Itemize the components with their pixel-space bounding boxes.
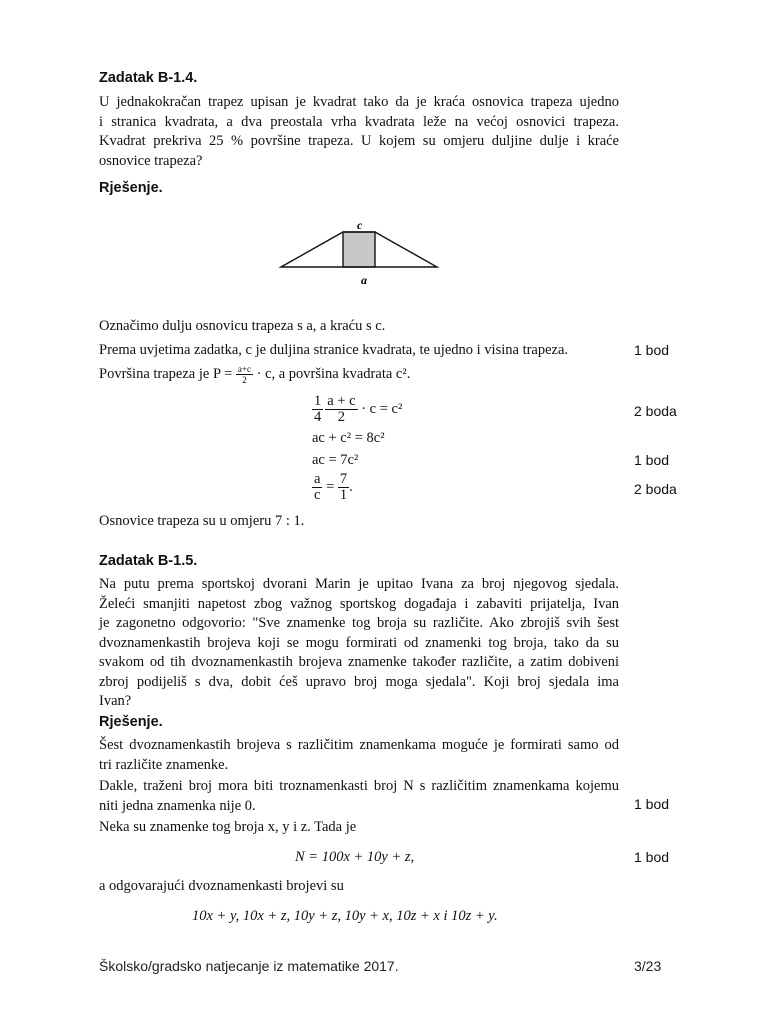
points-badge: 2 boda (634, 403, 677, 419)
equation-4 (312, 472, 353, 503)
solution-line: tri različite znamenke. (99, 756, 229, 773)
frac-numerator: 1 (314, 393, 322, 409)
conclusion-text: Osnovice trapeza su u omjeru 7 : 1. (99, 513, 305, 529)
frac-numerator: a+c (237, 364, 251, 374)
page-number: 3/23 (634, 958, 662, 974)
step-text: Prema uvjetima zadatka, c je duljina stranice kvadrata, te ujedno i visina trapeza. (99, 342, 569, 358)
problem-line: dvoznamenkastih brojeva koji se mogu formirati od znamenki tog broja, tako da su (99, 634, 619, 651)
equation-2: ac + c² = 8c² (312, 430, 385, 446)
equation-rest: . (349, 478, 353, 495)
problem-text-b14 (99, 93, 619, 171)
frac-numerator: a + c (327, 393, 356, 409)
label-a: a (361, 273, 367, 287)
solution-step-4: a odgovarajući dvoznamenkasti brojevi su (99, 878, 344, 894)
formula-text: Površina trapeza je P = (99, 365, 236, 382)
problem-line: osnovice trapeza? (99, 152, 203, 169)
solution-line: Dakle, traženi broj mora biti troznamenkasti broj N s različitim znamenkama kojemu (99, 778, 619, 794)
problem-line: Kvadrat prekriva 25 % površine trapeza. U kojem su omjeru duljine dulje i kraće (99, 133, 619, 149)
frac-denominator: 4 (314, 409, 322, 425)
frac-numerator: a (314, 471, 321, 487)
problem-line: Ivan? (99, 693, 132, 709)
problem-line: je zagonetno odgovorio: "Sve znamenke tog broja su različite. Ako zbrojiš svih šest (99, 615, 619, 631)
problem-line: i stranica kvadrata, a dva preostala vrha kvadrata leže na većoj osnovici trapeza. (99, 113, 619, 130)
step-text: Označimo dulju osnovicu trapeza s a, a kraću s c. (99, 318, 386, 334)
formula-text: · c, a površina kvadrata c². (252, 365, 411, 382)
solution-step-3: Neka su znamenke tog broja x, y i z. Tada je (99, 819, 357, 835)
task-heading-b15: Zadatak B-1.5. (99, 553, 198, 569)
points-badge: 1 bod (634, 796, 670, 812)
equation-n: N = 100x + 10y + z, (295, 849, 415, 865)
frac-denominator: 2 (337, 409, 346, 425)
equation-1 (312, 394, 402, 425)
problem-line: Želeći smanjiti napetost zbog važnog sportskog događaja i zabaviti prijatelja, Ivan (99, 595, 619, 612)
task-heading-b14: Zadatak B-1.4. (99, 70, 198, 86)
label-c: c (357, 218, 363, 232)
frac-denominator: 2 (242, 375, 247, 385)
points-badge: 2 boda (634, 481, 677, 497)
two-digit-list: 10x + y, 10x + z, 10y + z, 10y + x, 10z + x i 10z + y. (192, 908, 498, 924)
solution-heading-b14: Rješenje. (99, 180, 163, 196)
solution-step-2 (99, 777, 619, 816)
problem-line: U jednakokračan trapez upisan je kvadrat tako da je kraća osnovica trapeza ujedno (99, 94, 619, 110)
problem-line: zbroj podijeliš s dva, dobit ćeš upravo broj moga sjedala". Koji broj sjedala ima (99, 673, 619, 690)
equation-3: ac = 7c² (312, 452, 359, 468)
footer-title: Školsko/gradsko natjecanje iz matematike 2017. (99, 958, 399, 974)
problem-text-b15 (99, 575, 619, 712)
problem-line: Na putu prema sportskoj dvorani Marin je upitao Ivana za broj njegovog sjedala. (99, 576, 619, 592)
solution-line: Šest dvoznamenkastih brojeva s različitim znamenkama moguće je formirati samo od (99, 737, 619, 753)
trapezoid-figure (270, 214, 450, 294)
inscribed-square (343, 232, 375, 267)
frac-numerator: 7 (339, 471, 348, 487)
points-badge: 1 bod (634, 849, 670, 865)
solution-line: niti jedna znamenka nije 0. (99, 797, 256, 814)
solution-step-1 (99, 736, 619, 775)
points-badge: 1 bod (634, 342, 670, 358)
solution-heading-b15: Rješenje. (99, 714, 163, 730)
points-badge: 1 bod (634, 452, 670, 468)
area-formula-line (99, 364, 410, 385)
problem-line: svakom od tih dvoznamenkastih brojeva znamenke također različite, a zatim dobiveni (99, 654, 619, 670)
equation-rest: · c = c² (357, 400, 403, 417)
frac-denominator: c (314, 487, 321, 503)
frac-denominator: 1 (339, 487, 348, 503)
equation-rest: = (322, 478, 338, 495)
